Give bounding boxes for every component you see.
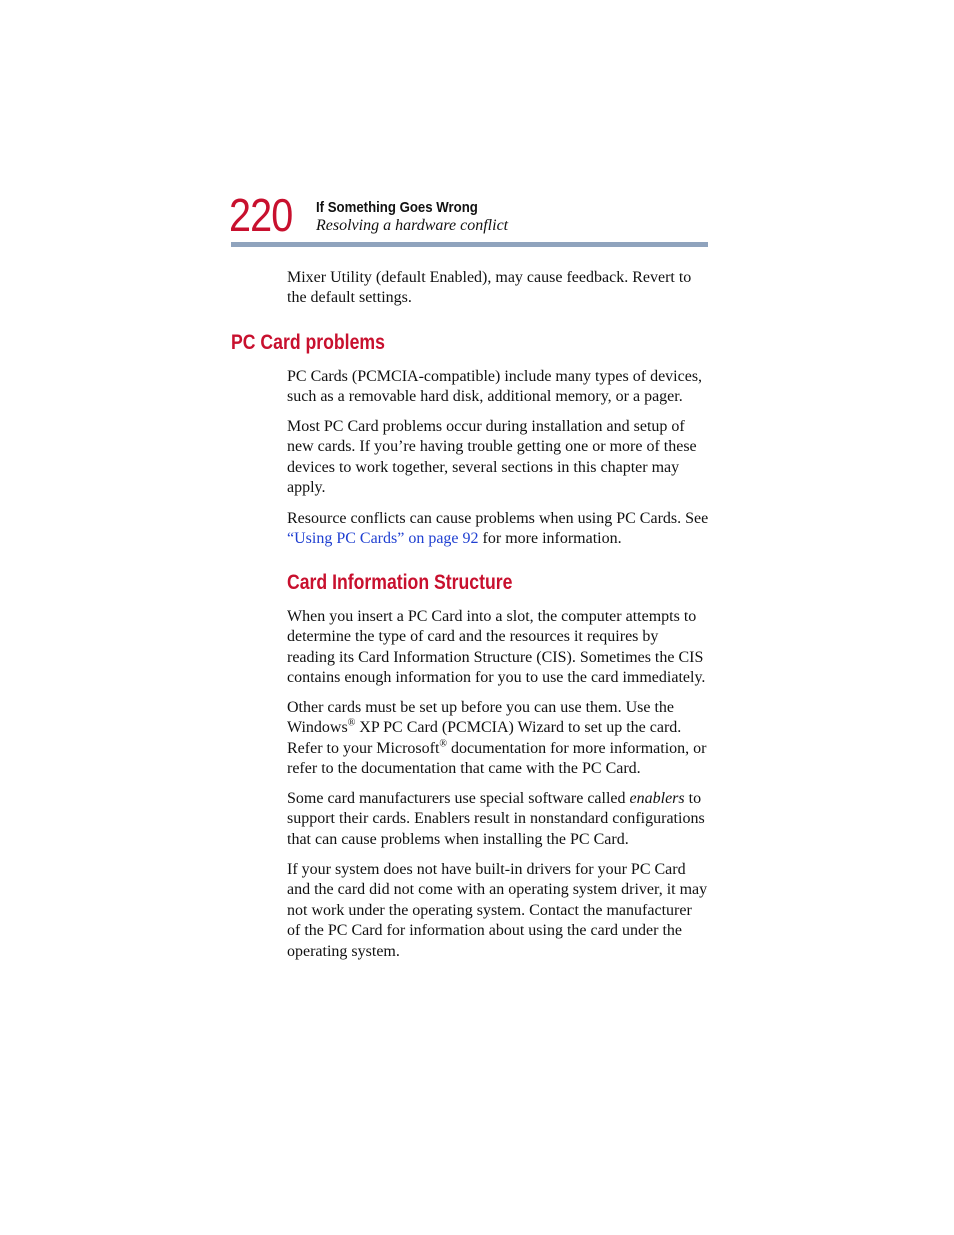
cis-paragraph-4: If your system does not have built-in drivers for your PC Card and the card did not come with an operating system driver, it may not work under the operating system. Contact the manufacturer of the PC Card for information about using the card under the operating system. <box>287 861 708 960</box>
registered-mark: ® <box>439 738 448 750</box>
cis-paragraph-2-text-a: Other cards must be set up before you can use them. Use the Windows <box>287 699 674 737</box>
cis-paragraph-3-text-b: to support their cards. Enablers result in nonstandard configurations that can cause problems when installing the PC Card. <box>287 790 705 848</box>
pc-card-paragraph-1: PC Cards (PCMCIA-compatible) include many types of devices, such as a removable hard disk, additional memory, or a pager. <box>287 368 703 406</box>
pc-card-problems-heading: PC Card problems <box>231 331 385 354</box>
pc-card-paragraph-2: Most PC Card problems occur during installation and setup of new cards. If you’re having trouble getting one or more of these devices to work together, several sections in this chapter may apply. <box>287 418 697 497</box>
cis-paragraph-2 <box>287 698 709 780</box>
section-subtitle: Resolving a hardware conflict <box>316 217 509 234</box>
cis-paragraph-3 <box>287 789 709 850</box>
intro-paragraph: Mixer Utility (default Enabled), may cause feedback. Revert to the default settings. <box>287 269 692 307</box>
pc-card-paragraph-3-text-a: Resource conflicts can cause problems when using PC Cards. See <box>287 510 709 527</box>
cis-paragraph-2-text-c: documentation for more information, or refer to the documentation that came with the PC Card. <box>287 739 707 778</box>
registered-mark: ® <box>347 718 356 730</box>
page-number: 220 <box>229 189 293 241</box>
pc-card-paragraph-3-text-b: for more information. <box>478 530 622 548</box>
chapter-title: If Something Goes Wrong <box>316 199 478 216</box>
cis-paragraph-1: When you insert a PC Card into a slot, the computer attempts to determine the type of card and the resources it requires by reading its Card Information Structure (CIS). Sometimes the CIS contains enough information for you to use the card immediately. <box>287 608 706 687</box>
header-rule <box>231 242 708 247</box>
enablers-term: enablers <box>629 790 685 807</box>
cis-paragraph-3-text-a: Some card manufacturers use special software called <box>287 790 630 807</box>
card-information-structure-heading: Card Information Structure <box>287 571 513 594</box>
using-pc-cards-link[interactable]: “Using PC Cards” on page 92 <box>287 530 479 548</box>
cis-paragraph-2-text-b: XP PC Card (PCMCIA) Wizard to set up the card. Refer to your Microsoft <box>287 719 682 757</box>
pc-card-paragraph-3 <box>287 509 709 550</box>
